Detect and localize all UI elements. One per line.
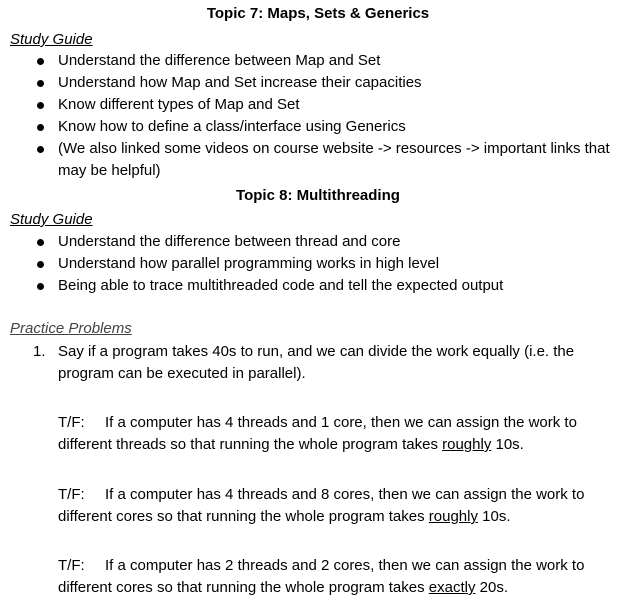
tf-statement — [58, 555, 618, 599]
tf-text: If a computer has 4 threads and 1 core, then we can assign the work to different threads so that running the whole program takes — [58, 414, 577, 453]
tf-statement — [58, 412, 618, 456]
topic8-bullet: Understand how parallel programming works in high level — [58, 253, 618, 275]
topic8-bullet: Understand the difference between thread and core — [58, 231, 618, 253]
topic7-bullet: (We also linked some videos on course website -> resources -> important links that may be helpful) — [58, 138, 618, 182]
topic8-study-guide-label: Study Guide — [10, 211, 93, 228]
tf-prefix: T/F: — [58, 414, 85, 431]
topic8-bullet: Being able to trace multithreaded code and tell the expected output — [58, 275, 618, 297]
topic7-bullet: Know different types of Map and Set — [58, 94, 618, 116]
tf-text-end: 20s. — [475, 579, 508, 596]
topic7-bullet: Know how to define a class/interface using Generics — [58, 116, 618, 138]
topic7-bullet: Understand how Map and Set increase their capacities — [58, 72, 618, 94]
tf-emphasis: roughly — [428, 508, 478, 525]
tf-emphasis: roughly — [442, 436, 492, 453]
tf-text: If a computer has 4 threads and 8 cores, then we can assign the work to different cores so that running the whole program takes — [58, 486, 585, 525]
topic7-bullet: Understand the difference between Map and Set — [58, 50, 618, 72]
topic7-study-guide-label: Study Guide — [10, 31, 93, 48]
tf-prefix: T/F: — [58, 557, 85, 574]
tf-emphasis: exactly — [428, 579, 476, 596]
tf-text-end: 10s. — [491, 436, 524, 453]
tf-prefix: T/F: — [58, 486, 85, 503]
tf-text-end: 10s. — [477, 508, 511, 525]
tf-statement — [58, 484, 618, 528]
problem-number: 1. — [33, 343, 46, 360]
tf-text: If a computer has 2 threads and 2 cores, then we can assign the work to different cores so that running the whole program takes — [58, 557, 585, 596]
topic8-title: Topic 8: Multithreading — [236, 187, 400, 204]
practice-problems-label: Practice Problems — [10, 320, 132, 337]
problem-text: Say if a program takes 40s to run, and we can divide the work equally (i.e. the program can be executed in parallel). — [58, 343, 575, 382]
topic7-title: Topic 7: Maps, Sets & Generics — [206, 5, 430, 22]
